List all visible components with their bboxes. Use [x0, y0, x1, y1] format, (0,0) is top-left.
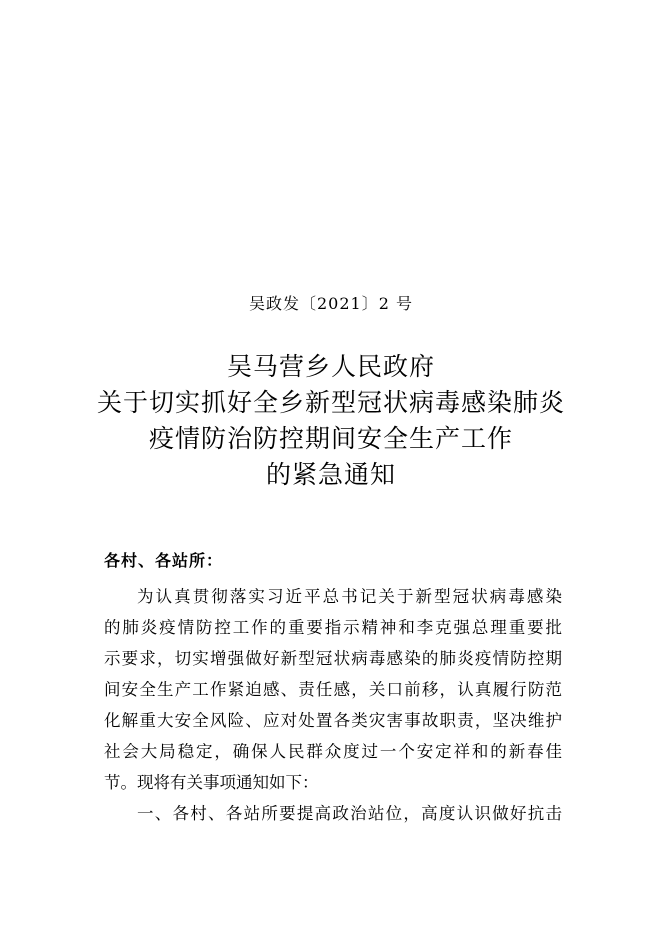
body-line: 的肺炎疫情防控工作的重要指示精神和李克强总理重要批 [104, 618, 562, 637]
document-number: 吴政发〔2021〕2 号 [249, 294, 413, 313]
body-line: 示要求，切实增强做好新型冠状病毒感染的肺炎疫情防控期 [104, 649, 562, 668]
body-line: 间安全生产工作紧迫感、责任感，关口前移，认真履行防范 [104, 680, 562, 699]
title-line: 关于切实抓好全乡新型冠状病毒感染肺炎 [96, 388, 565, 417]
title-line: 吴马营乡人民政府 [226, 352, 435, 381]
body-line: 社会大局稳定，确保人民群众度过一个安定祥和的新春佳 [104, 742, 562, 761]
salutation: 各村、各站所： [104, 551, 224, 570]
body-line: 化解重大安全风险、应对处置各类灾害事故职责，坚决维护 [104, 711, 562, 730]
body-line: 一、各村、各站所要提高政治站位，高度认识做好抗击 [137, 804, 562, 823]
document-body [104, 581, 562, 829]
title-line: 疫情防治防控期间安全生产工作 [148, 424, 513, 453]
title-line: 的紧急通知 [265, 460, 396, 489]
document-title [0, 349, 662, 493]
body-line: 节。现将有关事项通知如下： [104, 773, 319, 792]
body-line: 为认真贯彻落实习近平总书记关于新型冠状病毒感染 [137, 587, 562, 606]
